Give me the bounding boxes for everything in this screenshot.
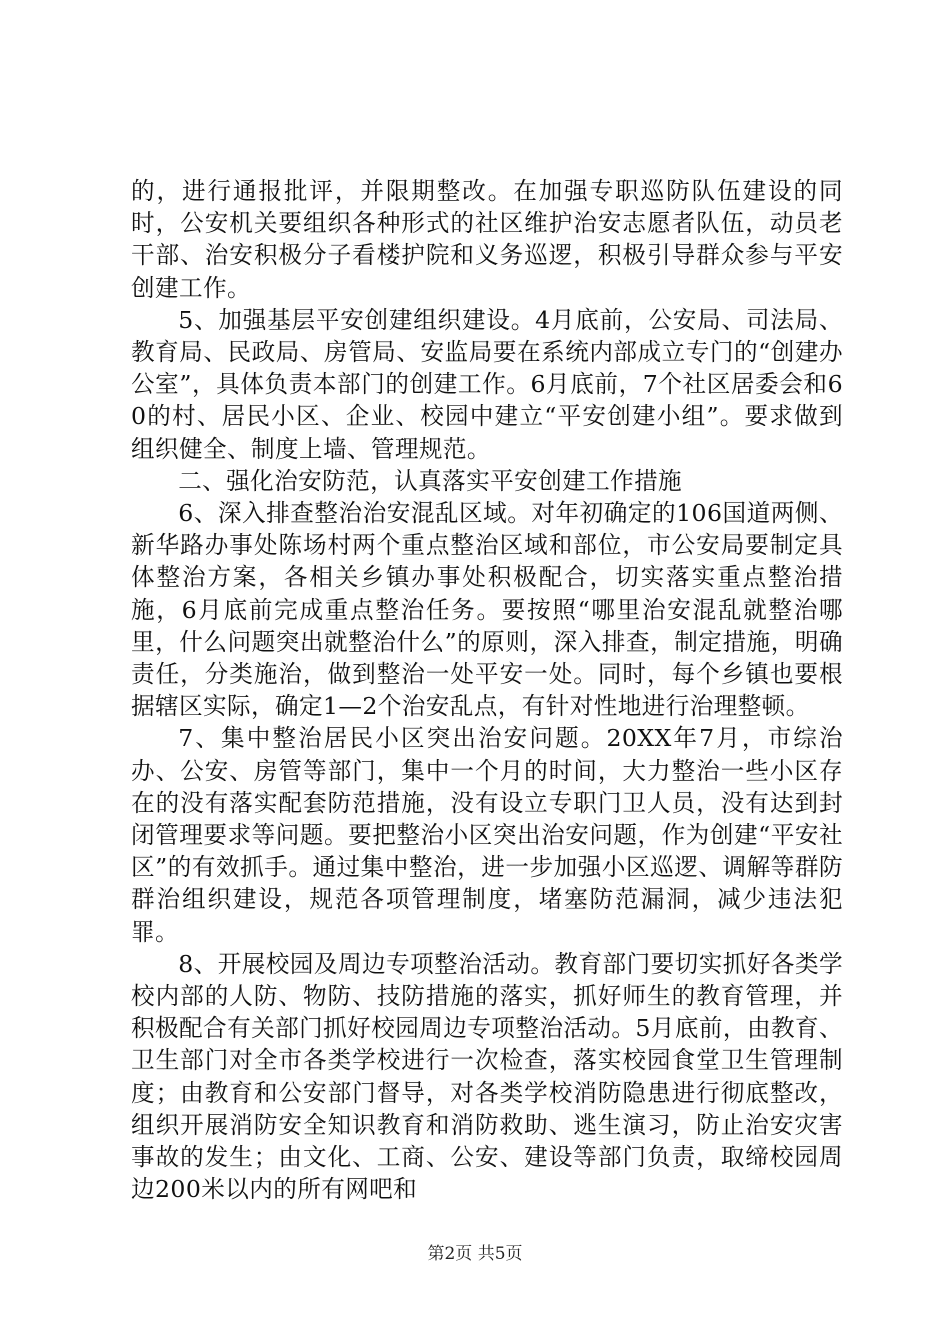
paragraph-item-8: 8、开展校园及周边专项整治活动。教育部门要切实抓好各类学校内部的人防、物防、技防措施的落实，抓好师生的教育管理，并积极配合有关部门抓好校园周边专项整治活动。5月底前，由教育、卫生部门对全市各类学校进行一次检查，落实校园食堂卫生管理制度；由教育和公安部门督导，对各类学校消防隐患进行彻底整改，组织开展消防安全知识教育和消防救助、逃生演习，防止治安灾害事故的发生；由文化、工商、公安、建设等部门负责，取缔校园周边200米以内的所有网吧和: [131, 949, 843, 1204]
page-footer: 第2页 共5页: [427, 1244, 523, 1264]
paragraph-item-6: 6、深入排查整治治安混乱区域。对年初确定的106国道两侧、新华路办事处陈场村两个重点整治区域和部位，市公安局要制定具体整治方案，各相关乡镇办事处积极配合，切实落实重点整治措施，6月底前完成重点整治任务。要按照“哪里治安混乱就整治哪里，什么问题突出就整治什么”的原则，深入排查，制定措施，明确责任，分类施治，做到整治一处平安一处。同时，每个乡镇也要根据辖区实际，确定1—2个治安乱点，有针对性地进行治理整顿。: [131, 499, 843, 721]
document-body: [131, 175, 843, 1206]
section-heading-2: 二、强化治安防范，认真落实平安创建工作措施: [178, 466, 683, 495]
paragraph-item-7: 7、集中整治居民小区突出治安问题。20XX年7月，市综治办、公安、房管等部门，集中一个月的时间，大力整治一些小区存在的没有落实配套防范措施，没有设立专职门卫人员，没有达到封闭管理要求等问题。要把整治小区突出治安问题，作为创建“平安社区”的有效抓手。通过集中整治，进一步加强小区巡逻、调解等群防群治组织建设，规范各项管理制度，堵塞防范漏洞，减少违法犯罪。: [131, 724, 843, 946]
paragraph-continuation: 的，进行通报批评，并限期整改。在加强专职巡防队伍建设的同时，公安机关要组织各种形式的社区维护治安志愿者队伍，动员老干部、治安积极分子看楼护院和义务巡逻，积极引导群众参与平安创建工作。: [131, 177, 843, 302]
paragraph-item-5: 5、加强基层平安创建组织建设。4月底前，公安局、司法局、教育局、民政局、房管局、安监局要在系统内部成立专门的“创建办公室”，具体负责本部门的创建工作。6月底前，7个社区居委会和60的村、居民小区、企业、校园中建立“平安创建小组”。要求做到组织健全、制度上墙、管理规范。: [131, 305, 843, 463]
